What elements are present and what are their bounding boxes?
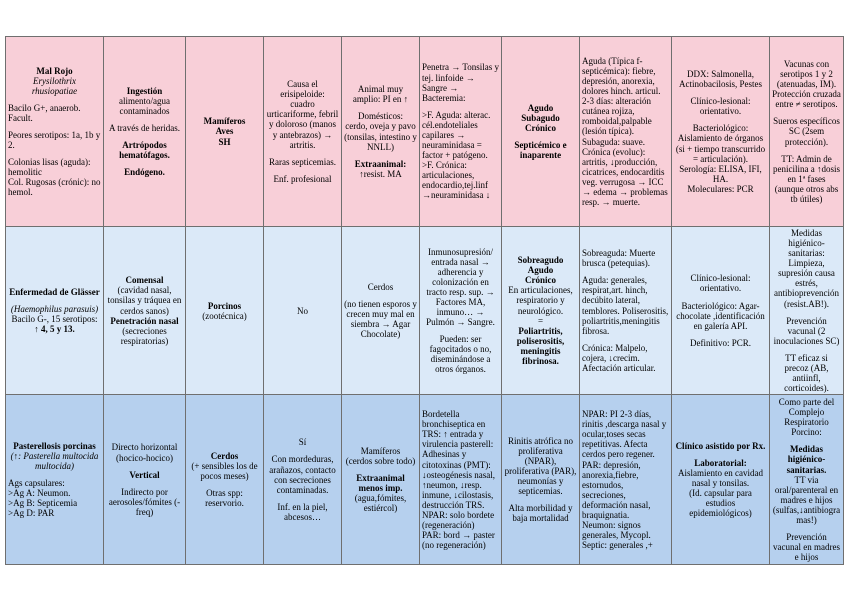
cell-transmission: Ingestión alimento/agua contaminados A través de heridas. Artrópodos hematófagos. Endógeno. <box>104 37 186 227</box>
cell-diagnosis: Clínico asistido por Rx. Laboratorial: Aislamiento en cavidad nasal y tonsilas. (Id. capsular para estudios epidemiológicos) <box>672 395 770 565</box>
cell-diagnosis: DDX: Salmonella, Actinobacilosis, Pestes Clínico-lesional: orientativo. Bacteriológico: Aislamiento de órganos (si + tiempo transcurrido = articulación). Serología: ELISA, IFI, HA. Moleculares: PCR <box>672 37 770 227</box>
cell-zoonosis: Causa el erisipeloide: cuadro urticariforme, febril y doloroso (manos y antebrazos) → artritis. Raras septicemias. Enf. profesional <box>264 37 342 227</box>
disease-name: Mal Rojo <box>36 65 73 76</box>
cell-pathogenesis: Inmunosupresión/ entrada nasal → adherencia y colonización en tracto resp. sup. → Factores MA, inmuno… → Pulmón → Sangre. Pueden: ser fagocitados o no, diseminándose a otros órganos. <box>420 227 502 395</box>
row-mal-rojo <box>6 37 844 227</box>
cell-reservoir: Mamíferos (cerdos sobre todo) Extraanimal menos imp. (agua,fómites, estiércol) <box>342 395 420 565</box>
row-pasterellosis <box>6 395 844 565</box>
cell-clinical-signs: NPAR: PI 2-3 días, rinitis ,descarga nasal y ocular,toses secas repetitivas. Afecta cerdos pero regener. PAR: depresión, anorexia,fiebre, estornudos, secreciones, deformación nasal, braquignatia. Neumon: signos generales, Mycopl. Septic: generales ,+ <box>580 395 672 565</box>
cell-agent: Mal Rojo Erysilothrix rhusiopatiae Bacilo G+, anaerob. Facult. Peores serotipos: 1a, 1b y 2. Colonias lisas (aguda): hemolitic Col. Rugosas (crónic): no hemol. <box>6 37 104 227</box>
cell-hosts: Mamíferos Aves SH <box>186 37 264 227</box>
cell-diagnosis: Clínico-lesional: orientativo. Bacteriológico: Agar-chocolate ,identificación en galería API. Definitivo: PCR. <box>672 227 770 395</box>
cell-zoonosis: No <box>264 227 342 395</box>
cell-clinical-signs: Aguda (Típica f-septicémica): fiebre, depresión, anorexia, dolores hinch. articul. 2-3 días: alteración cutánea rojiza, romboidal,palpable (lesión típica). Subaguda: suave. Crónica (evoluc): artritis, ↓producción, cicatrices, endocarditis veg. verrugosa → ICC → edema → problemas resp. → muerte. <box>580 37 672 227</box>
cell-zoonosis: Sí Con mordeduras, arañazos, contacto con secreciones contaminadas. Inf. en la piel, abcesos… <box>264 395 342 565</box>
row-glasser <box>6 227 844 395</box>
disease-name: Enfermedad de Glässer <box>9 286 100 297</box>
cell-hosts: Cerdos (+ sensibles los de pocos meses) Otras spp: reservorio. <box>186 395 264 565</box>
disease-name: Pasterellosis porcinas <box>13 440 96 451</box>
cell-control: Vacunas con serotipos 1 y 2 (atenuadas, IM). Protección cruzada entre ≠ serotipos. Sueros específicos SC (2sem protección). TT: Admin de penicilina a ↑dosis en 1ª fases (aunque otros abs tb útiles) <box>770 37 844 227</box>
cell-forms: Rinitis atrófica no proliferativa (NPAR), proliferativa (PAR), neumonías y septicemias. Alta morbilidad y baja mortalidad <box>502 395 580 565</box>
cell-transmission: Directo horizontal (hocico-hocico) Vertical Indirecto por aerosoles/fómites (-freq) <box>104 395 186 565</box>
cell-forms: Sobreagudo Agudo Crónico En articulaciones, respiratorio y neurológico. = Poliartritis, poliserositis, meningitis fibrinosa. <box>502 227 580 395</box>
cell-agent: Pasterellosis porcinas (↑: Pasterella multocida multocida) Ags capsulares: >Ag A: Neumon. >Ag B: Septicemia >Ag D: PAR <box>6 395 104 565</box>
cell-control: Medidas higiénico-sanitarias: Limpieza, supresión causa estrés, antibioprevención (resist.AB!). Prevención vacunal (2 inoculaciones SC) TT eficaz si precoz (AB, antiinfl, corticoides). <box>770 227 844 395</box>
cell-forms: Agudo Subagudo Crónico Septicémico e inaparente <box>502 37 580 227</box>
cell-pathogenesis: Bordetella bronchiseptica en TRS: ↑ entrada y virulencia pasterell: Adhesinas y citotoxinas (PMT): ↓osteogénesis nasal, ↑neumon, ↓resp. inmune, ↓cilostasis, destrucción TRS. NPAR: solo bordete (regeneración) PAR: bord → paster (no regeneración) <box>420 395 502 565</box>
cell-transmission: Comensal (cavidad nasal, tonsilas y tráquea en cerdos sanos) Penetración nasal (secreciones respiratorias) <box>104 227 186 395</box>
disease-table <box>5 36 844 565</box>
cell-clinical-signs: Sobreaguda: Muerte brusca (petequias). Aguda: generales, respirat,art. hinch, decúbito lateral, temblores. Poliserositis, poliartritis,meningitis fibrosa. Crónica: Malpelo, cojera, ↓crecim. Afectación articular. <box>580 227 672 395</box>
cell-hosts: Porcinos (zootécnica) <box>186 227 264 395</box>
cell-reservoir: Cerdos (no tienen esporos y crecen muy mal en siembra → Agar Chocolate) <box>342 227 420 395</box>
cell-pathogenesis: Penetra → Tonsilas y tej. linfoide → Sangre → Bacteremia: >F. Aguda: alterac. cél.endoteliales capilares → neuraminidasa = factor + patógeno. >F. Crónica: articulaciones, endocardio,tej.linf →neuraminidasa ↓ <box>420 37 502 227</box>
cell-agent: Enfermedad de Glässer (Haemophilus parasuis) Bacilo G-, 15 serotipos: ↑ 4, 5 y 13. <box>6 227 104 395</box>
cell-control: Como parte del Complejo Respiratorio Porcino: Medidas higiénico-sanitarias. TT via oral/parenteral en madres e hijos (sulfas,↓antibiogramas!) Prevención vacunal en madres e hijos <box>770 395 844 565</box>
cell-reservoir: Animal muy amplio: PI en ↑ Domésticos: cerdo, oveja y pavo (tonsilas, intestino y NNLL) Extraanimal: ↑resist. MA <box>342 37 420 227</box>
